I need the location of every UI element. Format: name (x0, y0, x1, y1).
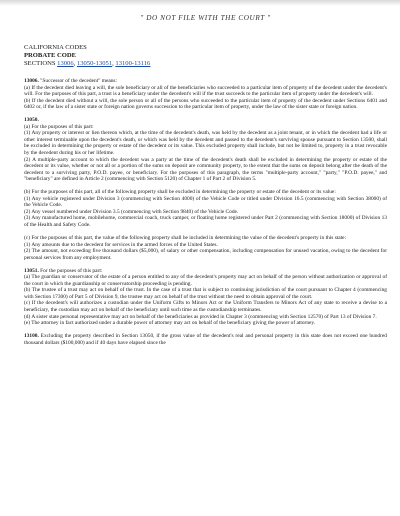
paragraph: (b) For the purposes of this part, all of the following property shall be excluded in determining the property or estate of the decedent or its value: (24, 189, 336, 196)
paragraph: (a) If the decedent died leaving a will, the sole beneficiary or all of the beneficiaries who succeeded to a particular item of property of the decedent under the decedent's will. For the purposes of this part, a trust is a beneficiary under the decedent's will if the trust succeeds to the particular item of property under the decedent's will. (24, 84, 387, 98)
paragraph: (2) Any vessel numbered under Division 3.5 (commencing with Section 9840) of the Vehicle Code. (24, 208, 239, 215)
section-number: 13051. (24, 267, 39, 274)
sections-prefix: SECTIONS (24, 60, 58, 67)
section-13051 (24, 268, 387, 327)
section-number: 13006. (24, 78, 39, 84)
section-intro: For the purposes of this part: (38, 267, 103, 274)
paragraph: (e) The attorney in fact authorized under a durable power of attorney may act on behalf of the beneficiary giving the power of attorney. (24, 320, 316, 327)
section-number: 13050. (24, 117, 39, 124)
code-subtitle: PROBATE CODE (24, 52, 77, 59)
section-link-13050[interactable]: 13050-13051 (76, 60, 113, 67)
code-title: CALIFORNIA CODES (24, 44, 87, 51)
paragraph: (a) For the purposes of this part: (24, 123, 94, 130)
document-header (24, 44, 387, 68)
paragraph: (2) A multiple-party account to which the decedent was a party at the time of the decedent's death shall be excluded in determining the property or estate of the decedent or its value, whether or not all or a portion of the sums on deposit are community property, to the extent that the sums on deposit belong after the death of the decedent to a surviving party, P.O.D. payee, or beneficiary. For the purposes of this paragraph, the terms "multiple-party account," "party," "P.O.D. payee," and "beneficiary" are defined in Article 2 (commencing with Section 5120) of Chapter 1 of Part 2 of Division 5. (24, 156, 387, 183)
paragraph: (1) Any property or interest or lien thereon which, at the time of the decedent's death, was held by the decedent as a joint tenant, or in which the decedent had a life or other interest terminable upon the decedent's death, or which was held by the decedent and passed to the decedent's surviving spouse pursuant to Section 13500, shall be excluded in determining the property or estate of the decedent or its value. This excluded property shall include, but not be limited to, property in a trust revocable by the decedent during his or her lifetime. (24, 130, 387, 156)
paragraph: (3) Any manufactured home, mobilehome, commercial coach, truck camper, or floating home registered under Part 2 (commencing with Section 18000) of Division 13 of the Health and Safety Code. (24, 215, 387, 228)
paragraph: (a) The guardian or conservator of the estate of a person entitled to any of the decedent's property may act on behalf of the person without authorization or approval of the court in which the guardianship or conservatorship proceeding is pending. (24, 274, 387, 287)
section-link-13006[interactable]: 13006 (57, 60, 74, 67)
paragraph: (c) For the purposes of this part, the value of the following property shall be included in determining the value of the decedent's property in this state: (24, 234, 347, 241)
sections-separator: , (112, 60, 116, 67)
section-number: 13100. (24, 333, 39, 340)
top-border (0, 0, 400, 6)
paragraph: (b) If the decedent died without a will, the sole person or all of the persons who succeeded to the particular item of property of the decedent under Sections 6401 and 6402 or, if the law of a sister state or foreign nation governs succession to the particular item of property, under the law of the sister state or foreign nation. (24, 97, 387, 111)
paragraph: (2) The amount, not exceeding five thousand dollars ($5,000), of salary or other compensation, including compensation for unused vacation, owing to the decedent for personal services from any employment. (24, 248, 387, 261)
section-13100 (24, 333, 387, 346)
section-13006 (24, 78, 387, 111)
do-not-file-banner: " DO NOT FILE WITH THE COURT " (140, 14, 271, 22)
paragraph: (d) A sister state personal representative may act on behalf of the beneficiaries as provided in Chapter 3 (commencing with Section 12570) of Part 13 of Division 7. (24, 313, 377, 320)
paragraph: (c) If the decedent's will authorizes a custodian under the Uniform Gifts to Minors Act or the Uniform Transfers to Minors Act of any state to receive a devise to a beneficiary, the custodian may act on behalf of the beneficiary until such time as the custodianship terminates. (24, 300, 387, 313)
paragraph: (1) Any amounts due to the decedent for services in the armed forces of the United States. (24, 241, 218, 248)
paragraph: (1) Any vehicle registered under Division 3 (commencing with Section 4000) of the Vehicle Code or titled under Division 16.5 (commencing with Section 38000) of the Vehicle Code. (24, 195, 387, 209)
section-text: Excluding the property described in Section 13050, if the gross value of the decedent's real and personal property in this state does not exceed one hundred thousand dollars ($100,000) and if 40 days have elapsed since the (24, 333, 387, 346)
sections-line (24, 60, 387, 68)
sections-separator: , (73, 60, 77, 67)
section-13050 (24, 117, 387, 261)
section-link-13100[interactable]: 13100-13116 (115, 60, 151, 67)
paragraph: (b) The trustee of a trust may act on behalf of the trust. In the case of a trust that is subject to continuing jurisdiction of the court pursuant to Chapter 4 (commencing with Section 17300) of Part 5 of Division 9, the trustee may act on behalf of the trust without the need to obtain approval of the court. (24, 287, 387, 300)
section-intro: "Successor of the decedent" means: (38, 78, 118, 84)
